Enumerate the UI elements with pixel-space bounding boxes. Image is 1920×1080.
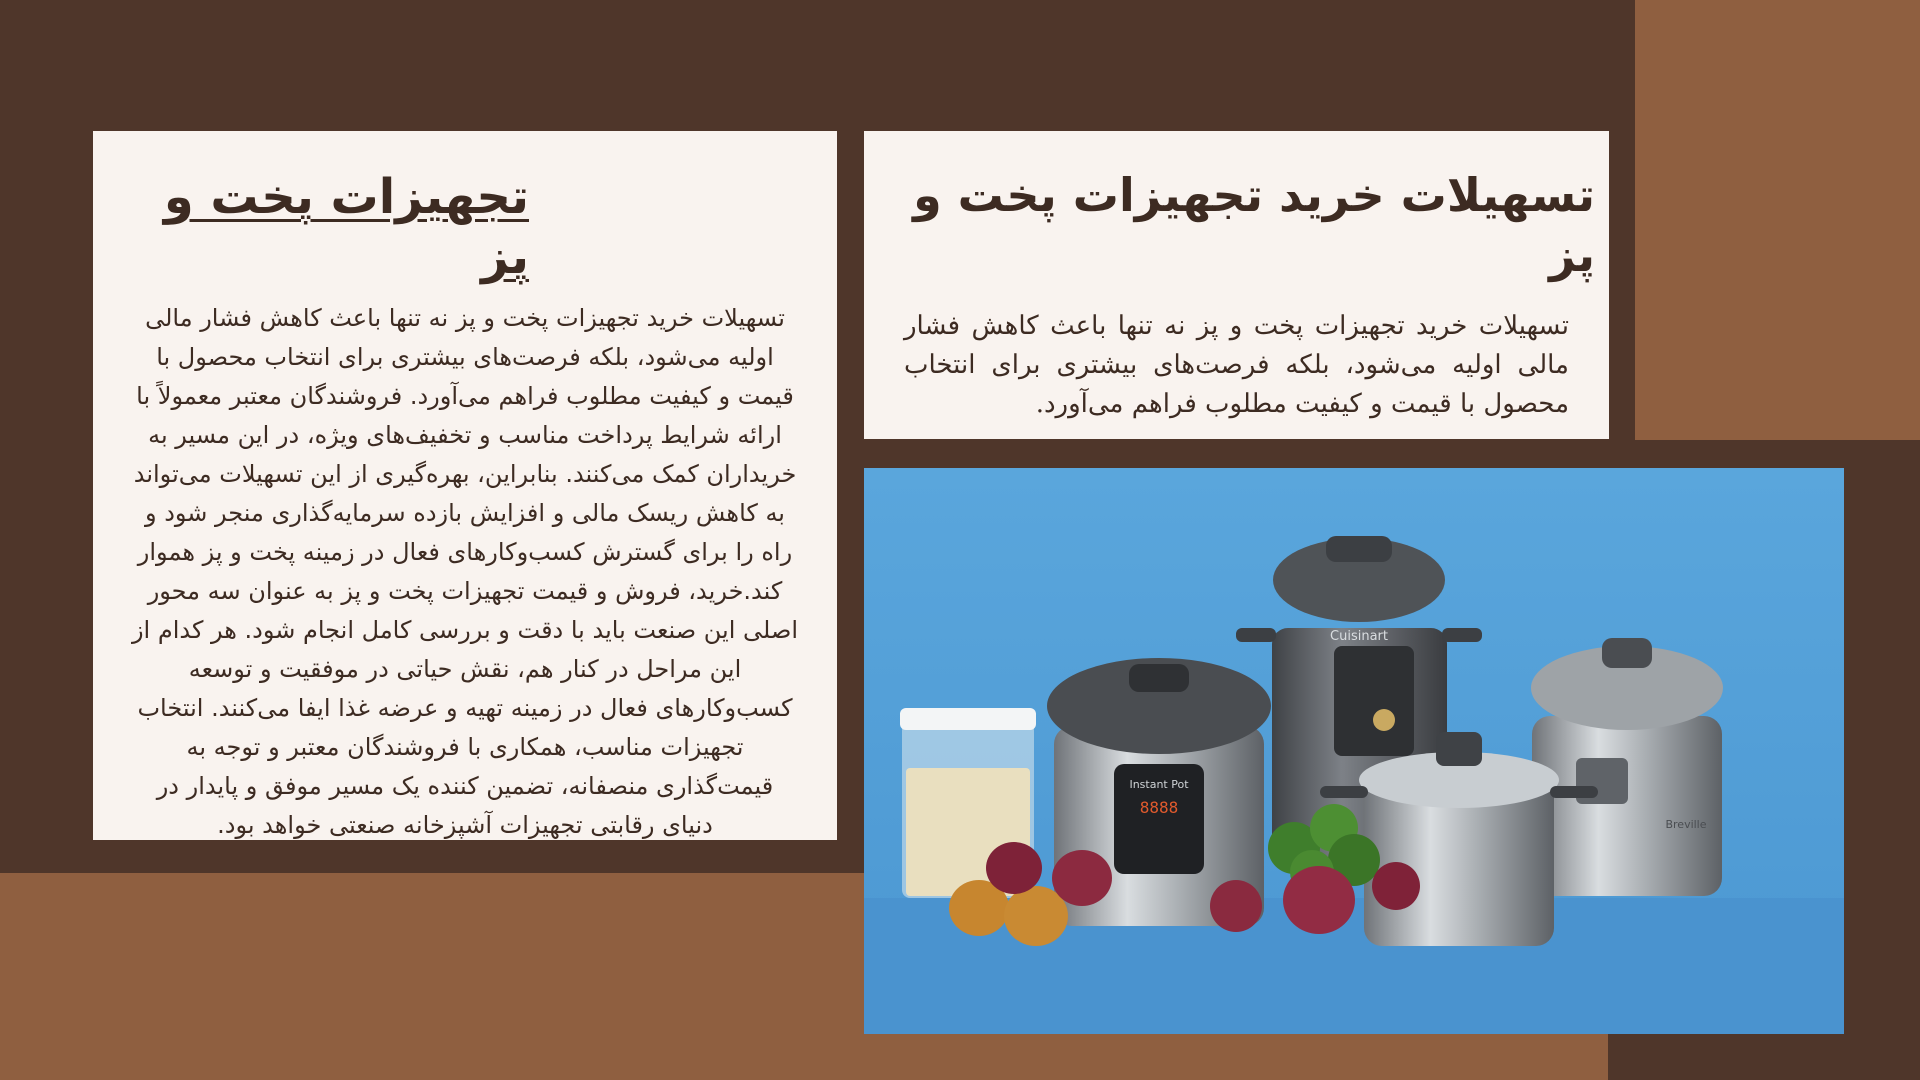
pressure-cookers-photo bbox=[864, 468, 1844, 1034]
left-text-card bbox=[93, 131, 837, 840]
left-card-body: تسهیلات خرید تجهیزات پخت و پز نه تنها باعث کاهش فشار مالی اولیه می‌شود، بلکه فرصت‌های بیشتری برای انتخاب محصول با قیمت و کیفیت مطلوب فراهم می‌آورد. فروشندگان معتبر معمولاً با ارائه شرایط پرداخت مناسب و تخفیف‌های ویژه، در این مسیر به خریداران کمک می‌کنند. بنابراین، بهره‌گیری از این تسهیلات می‌تواند به کاهش ریسک مالی و افزایش بازده سرمایه‌گذاری منجر شود و راه را برای گسترش کسب‌وکارهای فعال در زمینه پخت و پز هموار کند.خرید، فروش و قیمت تجهیزات پخت و پز به عنوان سه محور اصلی این صنعت باید با دقت و بررسی کامل انجام شود. هر کدام از این مراحل در کنار هم، نقش حیاتی در موفقیت و توسعه کسب‌وکارهای فعال در زمینه تهیه و عرضه غذا ایفا می‌کنند. انتخاب تجهیزات مناسب، همکاری با فروشندگان معتبر و توجه به قیمت‌گذاری منصفانه، تضمین کننده یک مسیر موفق و پایدار در دنیای رقابتی تجهیزات آشپزخانه صنعتی خواهد بود. bbox=[131, 304, 799, 839]
breville-cooker bbox=[1531, 638, 1723, 896]
accent-block-top-right bbox=[1635, 0, 1920, 440]
pressure-cookers-illustration bbox=[864, 468, 1844, 1034]
right-text-card bbox=[864, 131, 1609, 439]
cooker-display-digits: 8888 bbox=[1139, 798, 1179, 817]
right-card-body: تسهیلات خرید تجهیزات پخت و پز نه تنها باعث کاهش فشار مالی اولیه می‌شود، بلکه فرصت‌های بیشتری برای انتخاب محصول با قیمت و کیفیت مطلوب فراهم می‌آورد. bbox=[904, 311, 1569, 419]
brand-left-text: Instant Pot bbox=[1129, 778, 1189, 791]
brand-center-text: Cuisinart bbox=[1330, 629, 1388, 644]
left-card-title: تجهیزات پخت و پز bbox=[163, 169, 529, 285]
right-card-title: تسهیلات خرید تجهیزات پخت و پز bbox=[913, 168, 1595, 282]
brand-right-text: Breville bbox=[1665, 818, 1707, 831]
